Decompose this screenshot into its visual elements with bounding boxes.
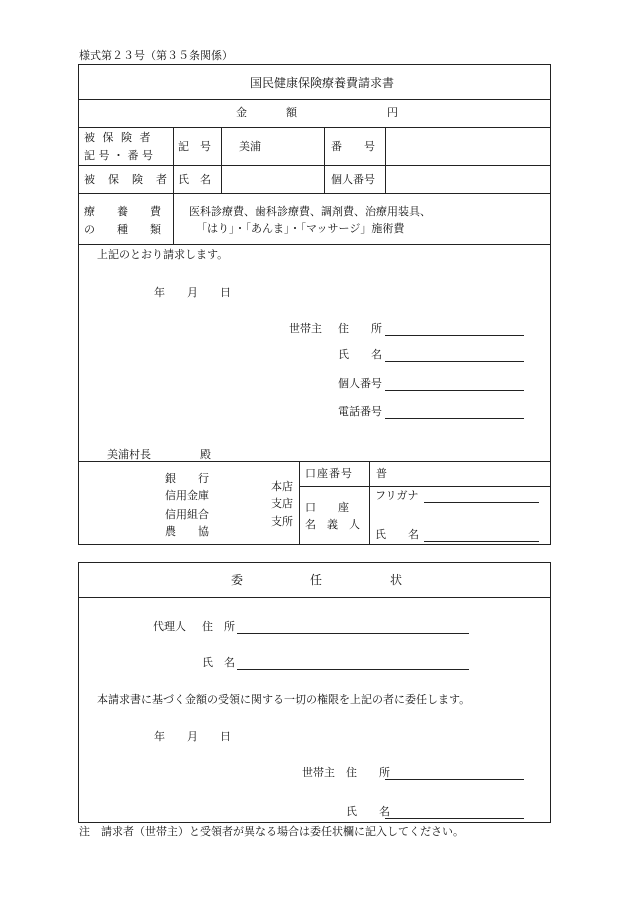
- account-type: 普: [376, 467, 387, 480]
- furigana-label: フリガナ: [375, 489, 419, 502]
- holder-label-2: 名 義 人: [305, 518, 360, 531]
- amount-label: 金 額: [236, 106, 311, 119]
- insured-label: 被 保 険 者: [84, 173, 168, 186]
- claim-date: 年 月 日: [154, 286, 231, 299]
- claim-title: 国民健康保険療養費請求書: [250, 76, 395, 90]
- phone-label: 電話番号: [338, 405, 382, 418]
- personal-number-line: [385, 390, 524, 391]
- holder-name-label: 氏 名: [375, 528, 419, 541]
- rule: [299, 461, 300, 545]
- rule: [78, 244, 551, 245]
- personal-number-label: 個人番号: [331, 173, 375, 186]
- applicant-personal-number-label: 個人番号: [338, 377, 382, 390]
- honorific: 殿: [200, 448, 211, 461]
- address-line: [385, 335, 524, 336]
- branch-office: 支所: [271, 515, 293, 528]
- footnote: 注 請求者（世帯主）と受領者が異なる場合は委任状欄に記入してください。: [79, 825, 464, 838]
- delegator-householder-label: 世帯主: [302, 766, 335, 779]
- rule: [385, 127, 386, 193]
- rule: [221, 127, 222, 193]
- holder-label-1: 口 座: [305, 501, 349, 514]
- number-label: 番 号: [331, 140, 375, 153]
- delegation-statement: 本請求書に基づく金額の受領に関する一切の権限を上記の者に委任します。: [97, 693, 471, 706]
- phone-line: [385, 418, 524, 419]
- furigana-line: [424, 502, 539, 503]
- type-label-2: の 種 類: [84, 223, 161, 236]
- agent-name-line: [237, 669, 469, 670]
- insured-number-label-2: 記 号 ・ 番 号: [84, 149, 153, 162]
- insured-number-label-1: 被 保 険 者: [84, 131, 153, 144]
- rule: [78, 597, 551, 598]
- rule: [173, 127, 174, 244]
- name-line: [385, 361, 524, 362]
- delegation-title-2: 任: [310, 573, 323, 587]
- delegator-name-line: [385, 818, 524, 819]
- address-label: 住 所: [338, 322, 382, 335]
- delegation-date: 年 月 日: [154, 730, 231, 743]
- bank-type-bank: 銀 行: [165, 472, 209, 485]
- agent-name-label: 氏 名: [202, 656, 235, 669]
- delegator-address-line: [385, 779, 524, 780]
- branch-head: 本店: [271, 480, 293, 493]
- rule: [78, 461, 551, 462]
- amount-unit: 円: [387, 106, 398, 119]
- delegator-address-label: 住 所: [346, 766, 390, 779]
- branch-branch: 支店: [271, 497, 293, 510]
- delegation-title-3: 状: [390, 573, 403, 587]
- rule: [78, 99, 551, 100]
- symbol-label: 記 号: [178, 140, 211, 153]
- applicant-name-label: 氏 名: [338, 348, 382, 361]
- delegator-name-label: 氏 名: [346, 805, 390, 818]
- account-number-label: 口座番号: [305, 467, 353, 480]
- rule: [324, 127, 325, 193]
- type-text-1: 医科診療費、歯科診療費、調剤費、治療用装具、: [189, 205, 431, 218]
- holder-name-line: [424, 541, 539, 542]
- name-label: 氏 名: [178, 173, 211, 186]
- addressee: 美浦村長: [107, 448, 151, 461]
- bank-type-agri: 農 協: [165, 525, 209, 538]
- symbol-value: 美浦: [239, 140, 261, 153]
- form-number: 様式第２３号（第３５条関係）: [79, 49, 233, 62]
- agent-label: 代理人: [153, 620, 186, 633]
- householder-label: 世帯主: [289, 322, 322, 335]
- rule: [299, 486, 551, 487]
- bank-type-shinkin: 信用金庫: [165, 489, 209, 502]
- delegation-title-1: 委: [231, 573, 244, 587]
- rule: [78, 127, 551, 128]
- agent-address-line: [237, 633, 469, 634]
- rule: [78, 165, 551, 166]
- agent-address-label: 住 所: [202, 620, 235, 633]
- request-text: 上記のとおり請求します。: [97, 248, 229, 261]
- type-text-2: 「はり」・「あんま」・「マッサージ」施術費: [196, 222, 405, 235]
- rule: [369, 461, 370, 545]
- rule: [78, 193, 551, 194]
- type-label-1: 療 養 費: [84, 205, 161, 218]
- bank-type-credit-union: 信用組合: [165, 508, 209, 521]
